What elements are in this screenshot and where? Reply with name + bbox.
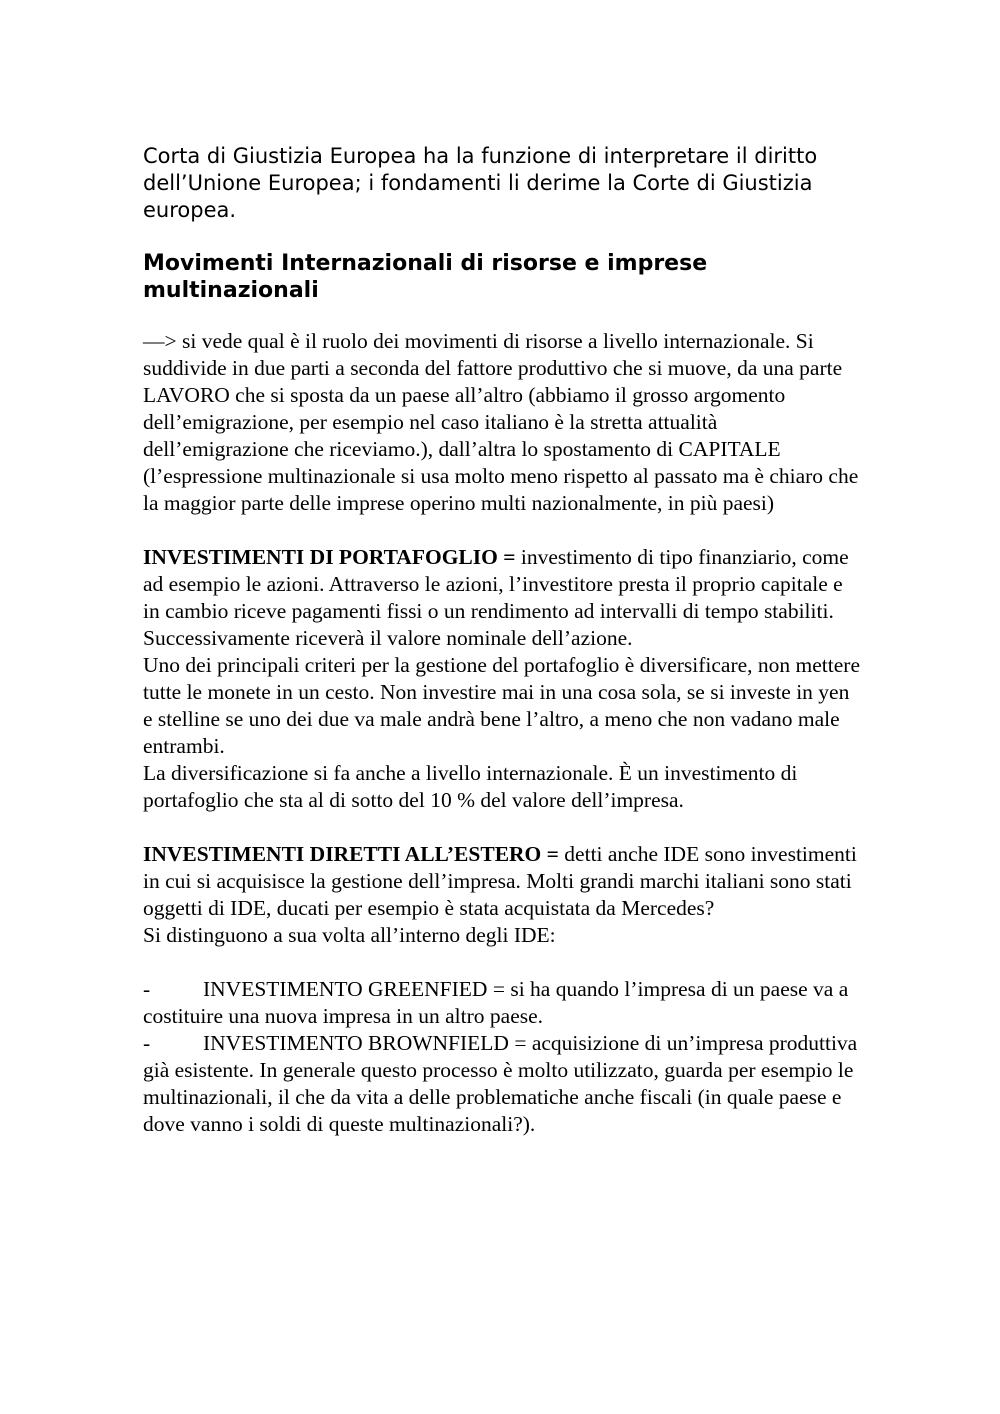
document-page <box>143 143 863 1138</box>
list-marker: - <box>143 977 151 1001</box>
blank-line <box>143 949 863 976</box>
direct-investment-term: INVESTIMENTI DIRETTI ALL’ESTERO = <box>143 842 559 866</box>
direct-investment-paragraph <box>143 841 863 922</box>
list-item-brownfield <box>143 1030 863 1138</box>
direct-investment-definition: detti anche IDE sono investimenti in cui si acquisisce la gestione dell’impresa. Molti grandi marchi italiani sono stati oggetti di IDE, ducati per esempio è stata acquistata da Mercedes? <box>143 842 857 920</box>
portfolio-definition: investimento di tipo finanziario, come ad esempio le azioni. Attraverso le azioni, l’investitore presta il proprio capitale e in cambio riceve pagamenti fissi o un rendimento ad intervalli di tempo stabiliti. Successivamente riceverà il valore nominale dell’azione. <box>143 545 849 650</box>
list-marker: - <box>143 1031 151 1055</box>
portfolio-international-paragraph: La diversificazione si fa anche a livello internazionale. È un investimento di portafoglio che sta al di sotto del 10 % del valore dell’impresa. <box>143 761 798 812</box>
blank-line <box>143 517 863 544</box>
section-heading: Movimenti Internazionali di risorse e imprese multinazionali <box>143 251 708 303</box>
intro-paragraph: Corta di Giustizia Europea ha la funzione di interpretare il diritto dell’Unione Europea; i fondamenti li derime la Corte di Giustizia europea. <box>143 144 818 222</box>
blank-line <box>143 814 863 841</box>
portfolio-diversification-paragraph: Uno dei principali criteri per la gestione del portafoglio è diversificare, non mettere tutte le monete in un cesto. Non investire mai in una cosa sola, se si investe in yen e stelline se uno dei due va male andrà bene l’altro, a meno che non vadano male entrambi. <box>143 653 860 758</box>
list-item-text: INVESTIMENTO BROWNFIELD = acquisizione di un’impresa produttiva già esistente. In generale questo processo è molto utilizzato, guarda per esempio le multinazionali, il che da vita a delle problematiche anche fiscali (in quale paese e dove vanno i soldi di queste multinazionali?). <box>143 1031 858 1136</box>
movements-paragraph: —> si vede qual è il ruolo dei movimenti di risorse a livello internazionale. Si suddivide in due parti a seconda del fattore produttivo che si muove, da una parte LAVORO che si sposta da un paese all’altro (abbiamo il grosso argomento dell’emigrazione, per esempio nel caso italiano è la stretta attualità dell’emigrazione che riceviamo.), dall’altra lo spostamento di CAPITALE (l’espressione multinazionale si usa molto meno rispetto al passato ma è chiaro che la maggior parte delle imprese operino multi nazionalmente, in più paesi) <box>143 329 859 515</box>
portfolio-term: INVESTIMENTI DI PORTAFOGLIO = <box>143 545 516 569</box>
list-item-greenfield <box>143 976 863 1030</box>
ide-list-intro: Si distinguono a sua volta all’interno degli IDE: <box>143 923 556 947</box>
portfolio-definition-paragraph <box>143 544 863 652</box>
list-item-text: INVESTIMENTO GREENFIED = si ha quando l’impresa di un paese va a costituire una nuova impresa in un altro paese. <box>143 977 849 1028</box>
